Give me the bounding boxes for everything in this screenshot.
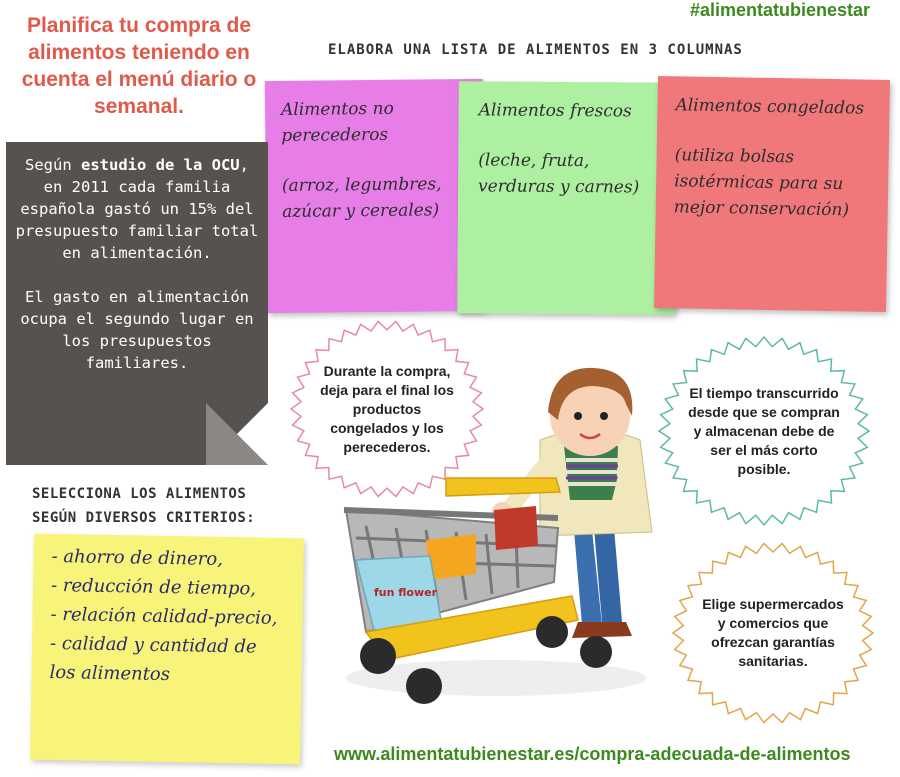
bubble-tiempo	[656, 334, 872, 528]
bubble-text: Elige supermercados y comercios que ofrezcan garantías sanitarias.	[702, 596, 844, 669]
shopping-cart-figure	[326, 360, 656, 720]
note-title: Alimentos no perecederos	[280, 98, 394, 146]
note-body: (arroz, legumbres, azúcar y cereales)	[281, 174, 442, 222]
footer-url[interactable]: www.alimentatubienestar.es/compra-adecuada-de-alimentos	[334, 744, 851, 764]
note-title: Alimentos frescos	[478, 100, 632, 122]
note-no-perecederos	[265, 79, 485, 313]
note-frescos	[457, 81, 677, 315]
note-title: Alimentos congelados	[675, 95, 865, 119]
note-body: (leche, fruta, verduras y carnes)	[478, 150, 640, 198]
study-box	[6, 142, 268, 465]
criteria-note	[30, 534, 304, 765]
criteria-item: - calidad y cantidad de los alimentos	[49, 632, 257, 686]
criteria-item: - relación calidad-precio,	[50, 603, 278, 629]
study-text: Según	[25, 156, 81, 174]
bubble-text: El tiempo transcurrido desde que se compran y almacenan debe de ser el más corto posible.	[688, 384, 840, 477]
criteria-item: - reducción de tiempo,	[50, 574, 257, 600]
hashtag: #alimentatubienestar	[689, 0, 870, 20]
list-heading: ELABORA UNA LISTA DE ALIMENTOS EN 3 COLUMNAS	[328, 42, 743, 58]
criteria-heading: SELECCIONA LOS ALIMENTOS SEGÚN DIVERSOS CRITERIOS:	[32, 486, 256, 526]
study-source: estudio de la OCU	[81, 156, 240, 174]
cart-label: fun flower	[374, 586, 438, 599]
page-curl	[206, 403, 268, 465]
study-paragraph-2: El gasto en alimentación ocupa el segundo lugar en los presupuestos familiares.	[20, 288, 254, 372]
study-text: , en 2011 cada familia española gastó un 15% del presupuesto familiar total en alimentación.	[15, 156, 259, 262]
note-congelados	[654, 76, 890, 312]
bubble-elige	[670, 540, 876, 726]
study-paragraph-1	[14, 154, 260, 264]
page-title: Planifica tu compra de alimentos teniendo en cuenta el menú diario o semanal.	[21, 14, 257, 118]
note-body: (utiliza bolsas isotérmicas para su mejor conservación)	[673, 145, 850, 221]
bubble-text: Durante la compra, deja para el final los productos congelados y los perecederos.	[320, 362, 454, 455]
criteria-item: - ahorro de dinero,	[51, 545, 224, 570]
